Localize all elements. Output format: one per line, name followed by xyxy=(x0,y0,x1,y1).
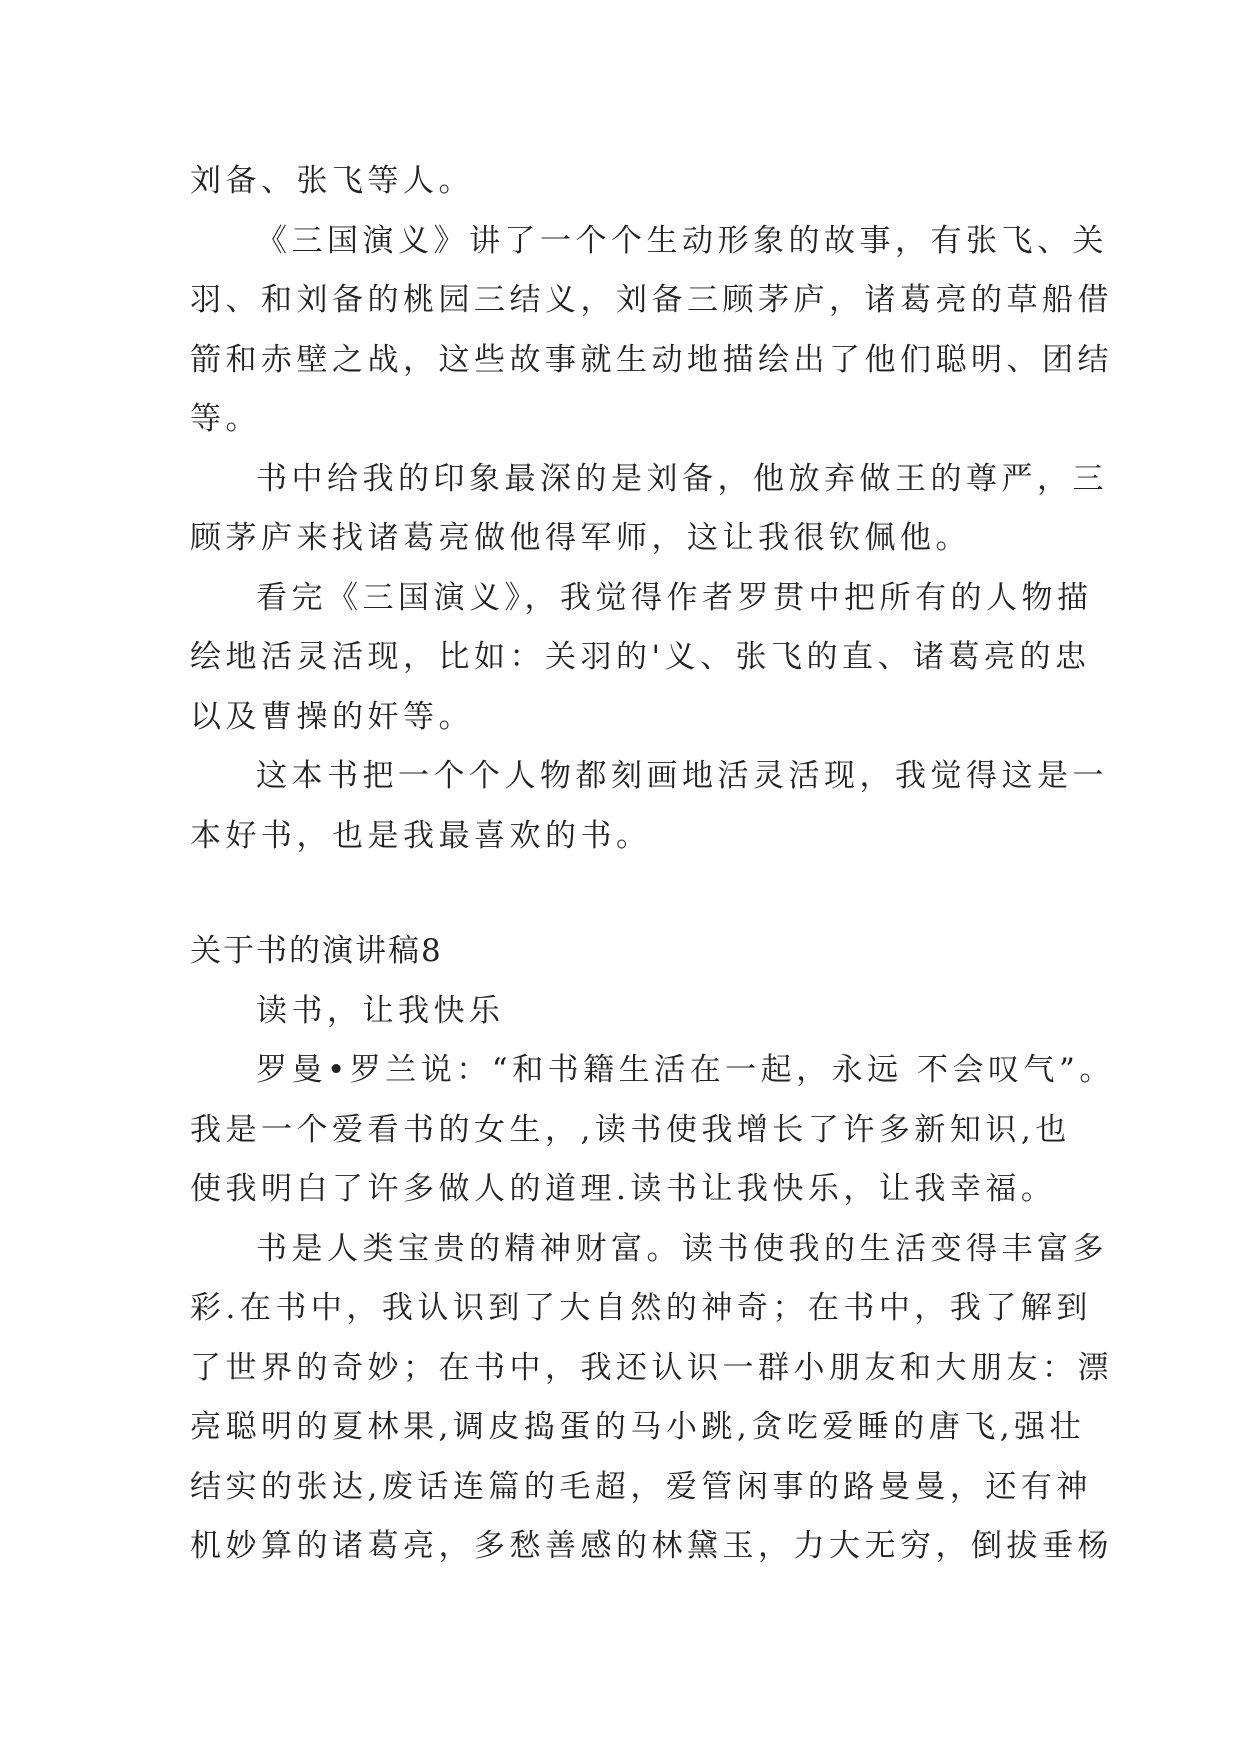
text-line: 绘地活灵活现，比如：关羽的'义、张飞的直、诸葛亮的忠 xyxy=(190,639,1091,675)
text-line: 箭和赤壁之战，这些故事就生动地描绘出了他们聪明、团结 xyxy=(190,341,1113,378)
text-line: 彩.在书中，我认识到了大自然的神奇；在书中，我了解到 xyxy=(190,1290,1092,1326)
text-line: 结实的张达,废话连篇的毛超，爱管闲事的路曼曼，还有神 xyxy=(190,1468,1092,1505)
text-line: 看完《三国演义》，我觉得作者罗贯中把所有的人物描 xyxy=(256,579,1093,616)
text-line: 顾茅庐来找诸葛亮做他得军师，这让我很钦佩他。 xyxy=(190,520,971,556)
section-gap xyxy=(190,866,1050,922)
text-line: 我是一个爱看书的女生，,读书使我增长了许多新知识,也 xyxy=(190,1111,1071,1148)
text-line: 这本书把一个个人物都刻画地活灵活现，我觉得这是一 xyxy=(256,758,1108,794)
text-line: 等。 xyxy=(190,401,261,437)
text-line: 刘备、张飞等人。 xyxy=(190,163,474,199)
text-line: 亮聪明的夏林果,调皮捣蛋的马小跳,贪吃爱睡的唐飞,强壮 xyxy=(190,1409,1086,1445)
text-line: 了世界的奇妙；在书中，我还认识一群小朋友和大朋友：漂 xyxy=(190,1349,1113,1386)
text-line: 机妙算的诸葛亮，多愁善感的林黛玉，力大无穷，倒拔垂杨 xyxy=(190,1528,1113,1564)
text-line: 书是人类宝贵的精神财富。读书使我的生活变得丰富多 xyxy=(256,1230,1108,1267)
section-heading: 关于书的演讲稿8 xyxy=(190,933,443,969)
essay-title: 读书，让我快乐 xyxy=(256,992,505,1029)
text-line: 《三国演义》讲了一个个生动形象的故事，有张飞、关 xyxy=(256,222,1108,259)
text-line: 羽、和刘备的桃园三结义，刘备三顾茅庐，诸葛亮的草船借 xyxy=(190,282,1113,318)
document-body xyxy=(190,152,1115,1577)
text-line: 罗曼•罗兰说：“和书籍生活在一起，永远 不会叹气”。 xyxy=(256,1052,1115,1088)
text-line: 本好书，也是我最喜欢的书。 xyxy=(190,817,652,854)
text-line: 书中给我的印象最深的是刘备，他放弃做王的尊严，三 xyxy=(256,460,1108,497)
text-line: 使我明白了许多做人的道理.读书让我快乐，让我幸福。 xyxy=(190,1171,1057,1207)
text-line: 以及曹操的奸等。 xyxy=(190,698,474,735)
